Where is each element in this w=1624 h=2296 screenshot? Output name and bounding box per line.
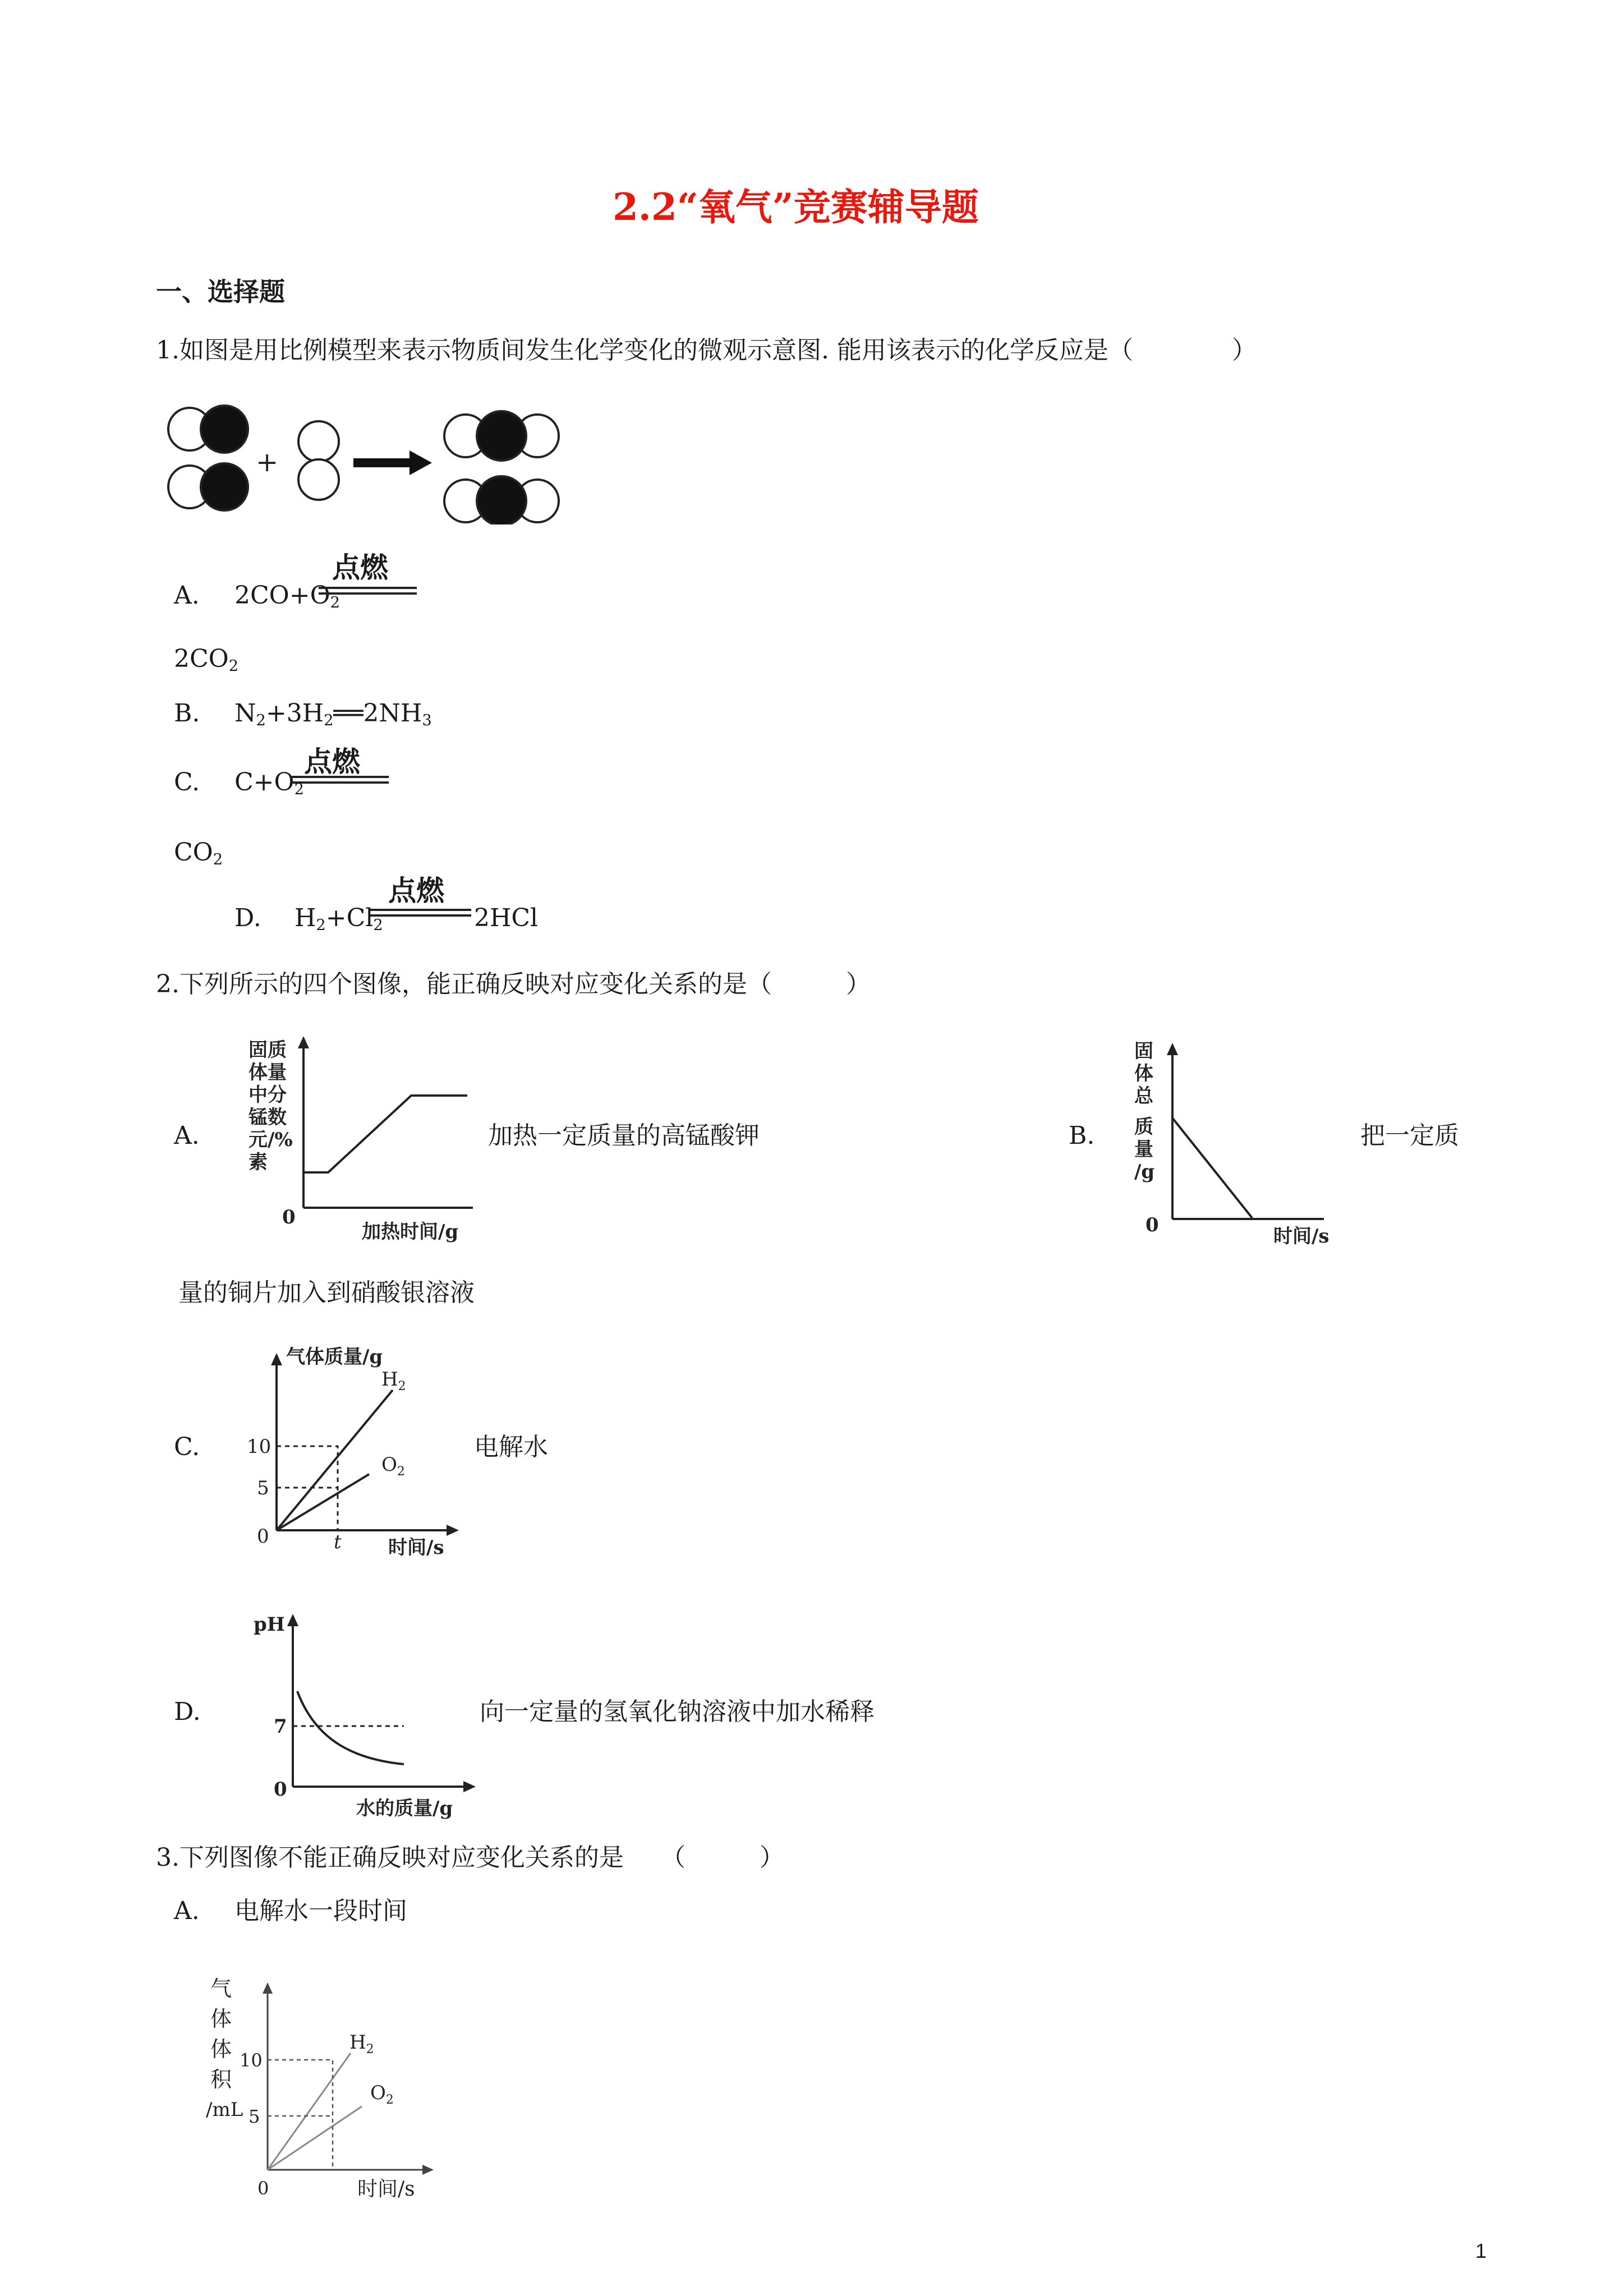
series-line — [297, 1691, 404, 1764]
q1-stem: 1.如图是用比例模型来表示物质间发生化学变化的微观示意图. 能用该表示的化学反应是（ ） — [156, 336, 1257, 365]
y-axis-arrow-icon — [298, 1036, 309, 1048]
y-axis-arrow-icon — [263, 1982, 273, 1994]
y-axis-arrow-icon — [271, 1353, 282, 1365]
q1-molecule-diagram — [151, 395, 583, 524]
page-number: 1 — [1475, 2239, 1487, 2262]
x-axis-label: 时间/s — [357, 2178, 415, 2201]
q1-option-c-rhs: $CO_2$ — [174, 838, 223, 868]
x-axis-label: 时间/s — [388, 1536, 444, 1559]
origin-label: 0 — [1145, 1214, 1159, 1236]
q2-graph-c — [241, 1341, 466, 1559]
atom-black — [201, 406, 248, 453]
q1-option-d-rhs: 2HCl — [474, 904, 539, 932]
y-label-line: /mL — [206, 2099, 243, 2121]
origin-label: 0 — [257, 2178, 269, 2199]
q1-option-d-label: D. — [234, 904, 261, 932]
q1-option-a-label: A. — [174, 581, 200, 610]
q2-stem: 2.下列所示的四个图像，能正确反映对应变化关系的是（ ） — [156, 970, 871, 999]
y-label-line: 素 — [249, 1151, 268, 1174]
x-axis-arrow-icon — [422, 2165, 434, 2175]
q2-option-b-desc-2: 量的铜片加入到硝酸银溶液 — [178, 1278, 475, 1307]
series-line — [305, 1096, 467, 1172]
y-label-line: 体量 — [249, 1061, 287, 1084]
series-line-h2 — [268, 2053, 351, 2170]
y-label-line: 总 — [1134, 1085, 1153, 1107]
series-label-h2: $H_2$ — [349, 2031, 374, 2056]
q2-option-c-desc: 电解水 — [474, 1433, 548, 1461]
q3-stem: 3.下列图像不能正确反映对应变化关系的是 （ ） — [156, 1843, 784, 1872]
y-label-line: 质 — [1134, 1116, 1153, 1138]
y-label-line: 固质 — [249, 1039, 287, 1061]
guide-line — [268, 2060, 333, 2170]
q1-option-b-equation: $N_2+3H_2══2NH_3$ — [234, 699, 432, 729]
q2-option-c-label: C. — [174, 1433, 200, 1461]
y-label-line: 元/% — [249, 1129, 293, 1151]
y-label-line: 体 — [210, 2007, 232, 2031]
series-label-o2: $O_2$ — [381, 1453, 405, 1479]
y-label-line: 锰数 — [249, 1106, 287, 1129]
q1-option-b-label: B. — [174, 699, 200, 728]
x-axis-label: 时间/s — [1273, 1225, 1329, 1248]
q2-option-a-label: A. — [174, 1121, 200, 1150]
q1-option-d-lhs: $H_2+Cl_2$ — [295, 904, 383, 934]
q2-option-a-desc: 加热一定质量的高锰酸钾 — [488, 1121, 760, 1150]
equation-double-line — [291, 776, 389, 784]
origin-label: 0 — [274, 1778, 287, 1801]
y-label-line: 量 — [1134, 1138, 1153, 1161]
origin-label: 0 — [257, 1525, 269, 1548]
series-line-o2 — [277, 1474, 369, 1530]
y-axis-label: 气体质量/g — [286, 1346, 383, 1368]
x-axis-label: 加热时间/g — [362, 1221, 459, 1243]
y-label-line: 气 — [210, 1976, 232, 2001]
series-line-h2 — [277, 1390, 393, 1530]
condition-text: 点燃 — [304, 746, 360, 778]
q2-graph-a — [238, 1029, 474, 1245]
equation-double-line — [370, 909, 471, 917]
equation-double-line — [319, 587, 417, 595]
q2-graph-d — [241, 1602, 477, 1820]
section-heading: 一、选择题 — [156, 277, 285, 307]
q2-option-b-desc-1: 把一定质 — [1360, 1121, 1459, 1150]
condition-text: 点燃 — [332, 551, 388, 584]
q2-option-d-label: D. — [174, 1697, 201, 1726]
tick-label-10: 10 — [240, 2050, 263, 2071]
origin-label: 0 — [282, 1206, 296, 1228]
q2-graph-b — [1122, 1035, 1335, 1248]
tick-label-t: t — [334, 1531, 342, 1553]
y-label-line: 体 — [1134, 1062, 1153, 1085]
atom-white — [298, 421, 339, 462]
series-line — [1172, 1118, 1252, 1218]
x-axis-label: 水的质量/g — [356, 1797, 453, 1820]
y-label-line: 固 — [1134, 1040, 1153, 1062]
q1-option-a-rhs: $2CO_2$ — [174, 645, 239, 675]
atom-black — [201, 463, 248, 510]
x-axis-arrow-icon — [447, 1525, 459, 1536]
atom-black — [477, 411, 526, 461]
tick-label-5: 5 — [249, 2106, 260, 2127]
y-axis-arrow-icon — [1167, 1043, 1178, 1055]
q3-option-a-desc: 电解水一段时间 — [234, 1897, 407, 1925]
y-axis-label: pH — [254, 1613, 285, 1636]
q2-option-b-label: B. — [1069, 1121, 1095, 1150]
y-axis-arrow-icon — [287, 1614, 298, 1626]
y-label-line: /g — [1134, 1161, 1155, 1183]
q3-graph-a — [199, 1969, 463, 2205]
y-label-line: 中分 — [249, 1084, 287, 1106]
atom-white — [298, 459, 339, 500]
tick-label-7: 7 — [274, 1715, 287, 1738]
tick-label-5: 5 — [257, 1477, 269, 1499]
q2-option-d-desc: 向一定量的氢氧化钠溶液中加水稀释 — [480, 1697, 875, 1726]
tick-label-10: 10 — [247, 1435, 272, 1458]
q1-option-c-lhs: $C+O_2$ — [234, 768, 304, 798]
series-label-h2: $H_2$ — [381, 1368, 406, 1393]
page-title: 2.2“氧气”竞赛辅导题 — [613, 185, 979, 229]
q1-option-c-label: C. — [174, 768, 200, 797]
x-axis-arrow-icon — [463, 1781, 476, 1792]
q3-option-a-label: A. — [174, 1897, 200, 1925]
q1-option-a-lhs: $2CO+O_2$ — [234, 581, 341, 611]
plus-sign: + — [256, 447, 279, 478]
arrow-icon — [353, 450, 432, 475]
series-label-o2: $O_2$ — [370, 2082, 394, 2107]
y-label-line: 体 — [210, 2037, 232, 2062]
atom-black — [477, 476, 526, 524]
y-label-line: 积 — [210, 2067, 232, 2092]
condition-text: 点燃 — [388, 875, 444, 907]
